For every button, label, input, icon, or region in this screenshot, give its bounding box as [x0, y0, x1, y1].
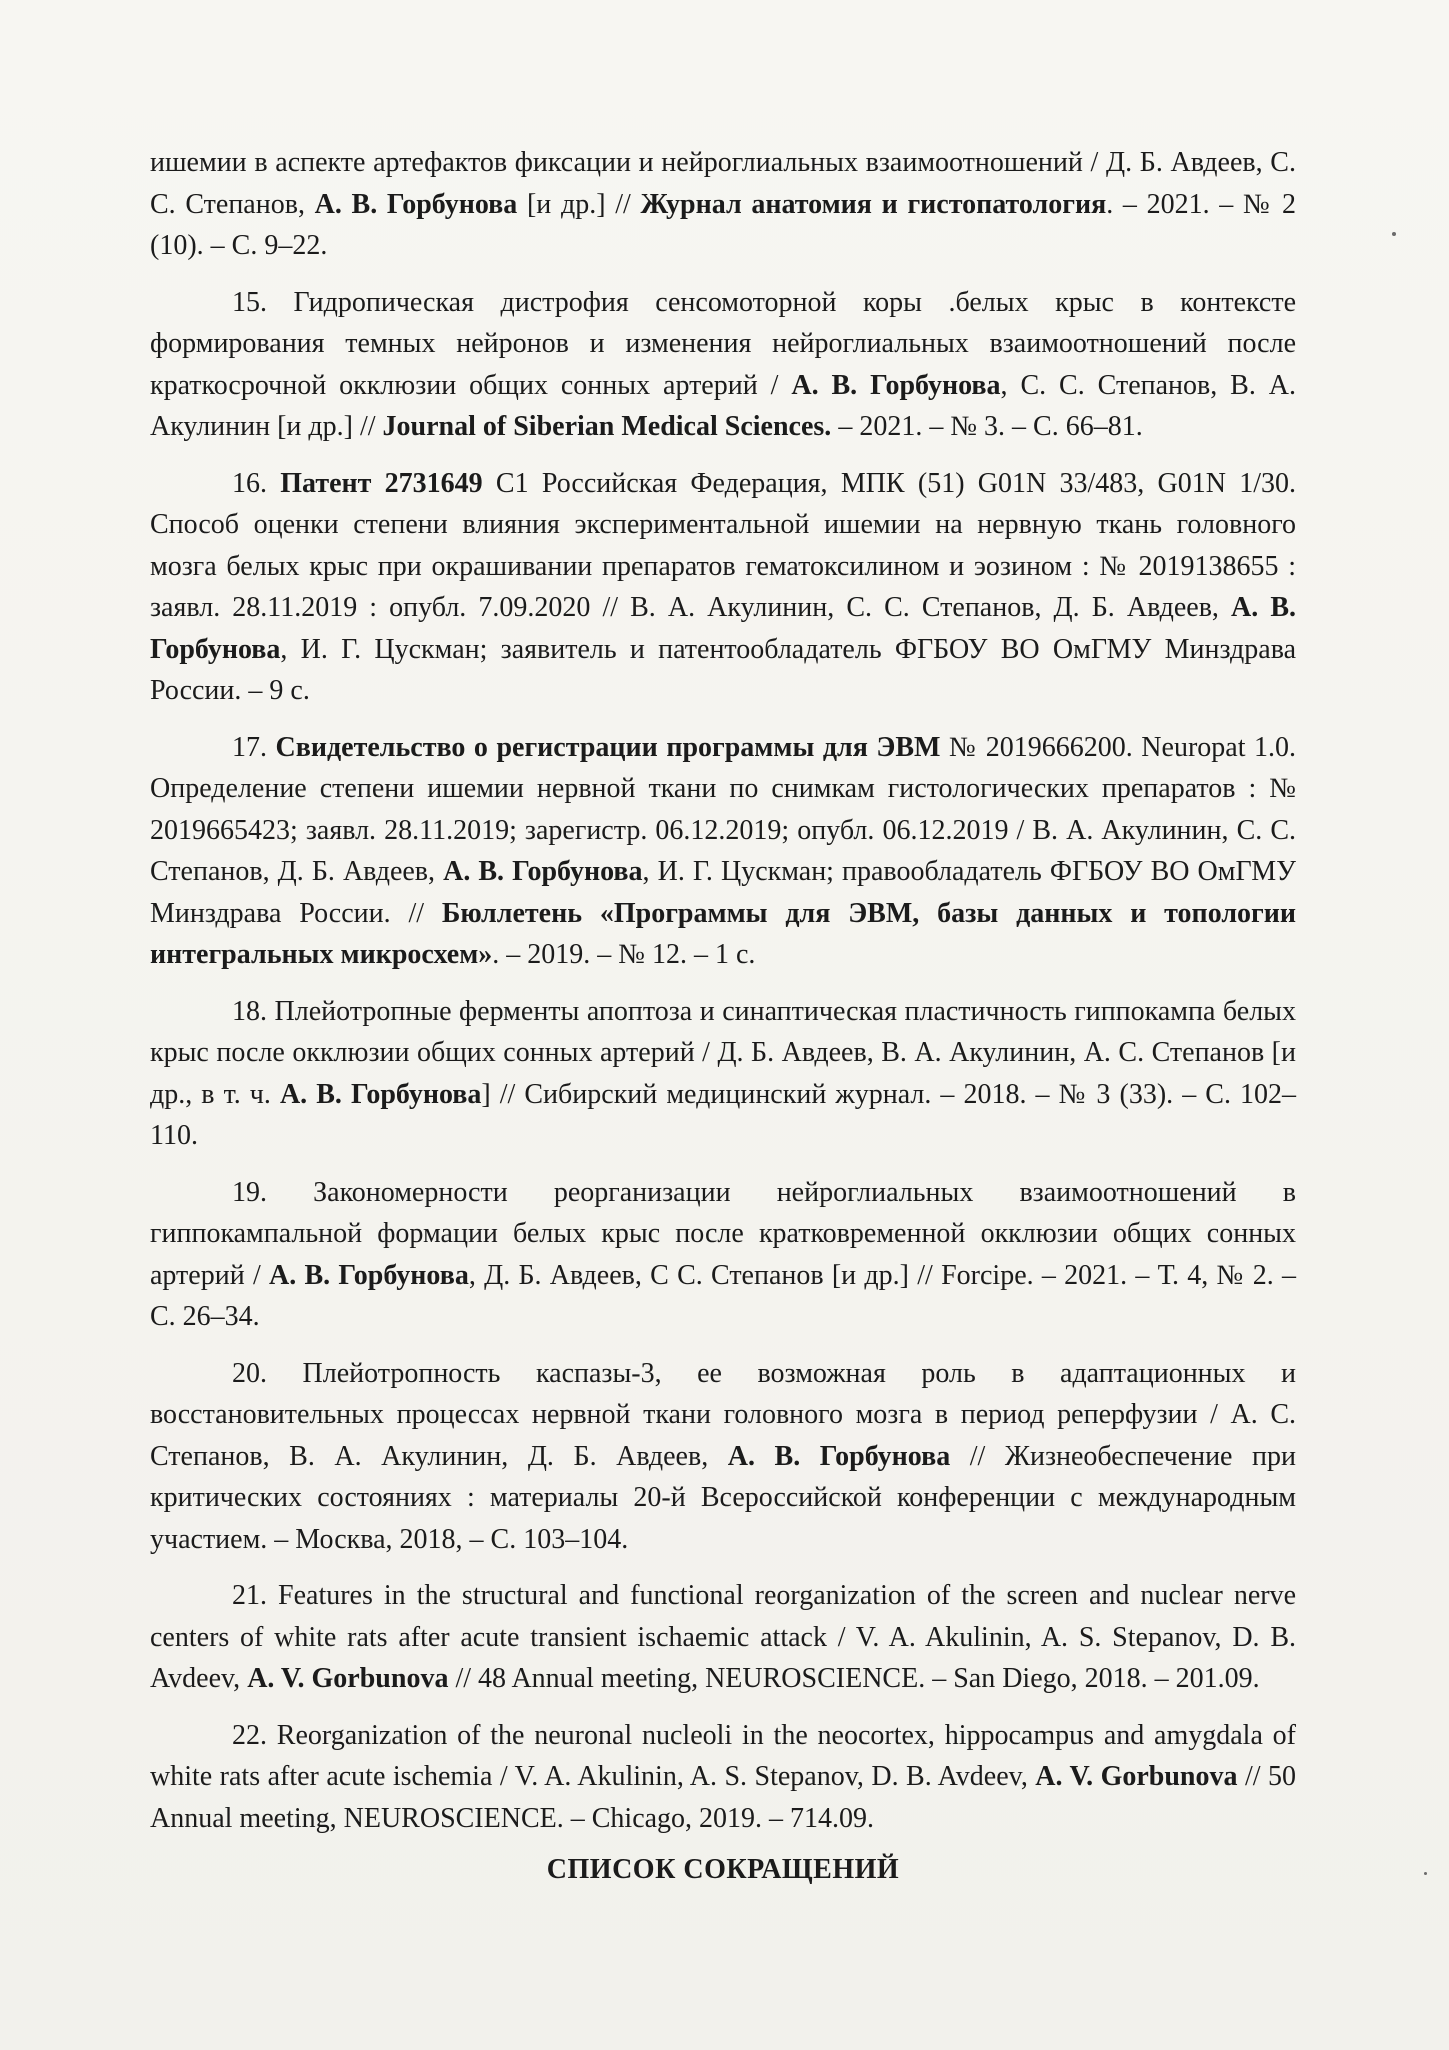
references-list: [150, 142, 1296, 1886]
scan-dot: [1424, 1872, 1427, 1875]
reference-14-continued: ишемии в аспекте артефактов фиксации и нейроглиальных взаимоотношений / Д. Б. Авдеев, С. С. Степанов, А. В. Горбунова [и др.] // Журнал анатомия и гистопатология. – 2021. – № 2 (10). – С. 9–22.: [150, 147, 1297, 261]
reference-20: 20. Плейотропность каспазы-3, ее возможная роль в адаптационных и восстановительных процессах нервной ткани головного мозга в период реперфузии / А. С. Степанов, В. А. Акулинин, Д. Б. Авдеев, А. В. Горбунова // Жизнеобеспечение при критических состояниях : материалы 20-й Всероссийской конференции с международным участием. – Москва, 2018, – С. 103–104.: [150, 1357, 1297, 1555]
reference-18: 18. Плейотропные ферменты апоптоза и синаптическая пластичность гиппокампа белых крыс после окклюзии общих сонных артерий / Д. Б. Авдеев, В. А. Акулинин, А. С. Степанов [и др., в т. ч. А. В. Горбунова] // Сибирский медицинский журнал. – 2018. – № 3 (33). – С. 102–110.: [150, 995, 1296, 1151]
reference-19: 19. Закономерности реорганизации нейроглиальных взаимоотношений в гиппокампальной формации белых крыс после кратковременной окклюзии общих сонных артерий / А. В. Горбунова, Д. Б. Авдеев, С С. Степанов [и др.] // Forcipe. – 2021. – Т. 4, № 2. – С. 26–34.: [150, 1176, 1296, 1332]
scan-dot: [1392, 232, 1396, 236]
reference-15: 15. Гидропическая дистрофия сенсомоторной коры .белых крыс в контексте формирования темных нейронов и изменения нейроглиальных взаимоотношений после краткосрочной окклюзии общих сонных артерий / А. В. Горбунова, С. С. Степанов, В. А. Акулинин [и др.] // Journal of Siberian Medical Sciences. – 2021. – № 3. – С. 66–81.: [150, 286, 1296, 442]
reference-16: 16. Патент 2731649 С1 Российская Федерация, МПК (51) G01N 33/483, G01N 1/30. Способ оценки степени влияния экспериментальной ишемии на нервную ткань головного мозга белых крыс при окрашивании препаратов гематоксилином и эозином : № 2019138655 : заявл. 28.11.2019 : опубл. 7.09.2020 // В. А. Акулинин, С. С. Степанов, Д. Б. Авдеев, А. В. Горбунова, И. Г. Цускман; заявитель и патентообладатель ФГБОУ ВО ОмГМУ Минздрава России. – 9 с.: [150, 467, 1297, 706]
section-title: СПИСОК СОКРАЩЕНИЙ: [546, 1854, 900, 1885]
reference-22: 22. Reorganization of the neuronal nucleoli in the neocortex, hippocampus and amygdala of white rats after acute ischemia / V. A. Akulinin, A. S. Stepanov, D. B. Avdeev, A. V. Gorbunova // 50 Annual meeting, NEUROSCIENCE. – Chicago, 2019. – 714.09.: [150, 1719, 1296, 1834]
reference-21: 21. Features in the structural and functional reorganization of the screen and nuclear nerve centers of white rats after acute transient ischaemic attack / V. A. Akulinin, A. S. Stepanov, D. B. Avdeev, A. V. Gorbunova // 48 Annual meeting, NEUROSCIENCE. – San Diego, 2018. – 201.09.: [150, 1580, 1296, 1694]
reference-17: 17. Свидетельство о регистрации программы для ЭВМ № 2019666200. Neuropat 1.0. Определение степени ишемии нервной ткани по снимкам гистологических препаратов : № 2019665423; заявл. 28.11.2019; зарегистр. 06.12.2019; опубл. 06.12.2019 / В. А. Акулинин, С. С. Степанов, Д. Б. Авдеев, А. В. Горбунова, И. Г. Цускман; правообладатель ФГБОУ ВО ОмГМУ Минздрава России. // Бюллетень «Программы для ЭВМ, базы данных и топологии интегральных микросхем». – 2019. – № 12. – 1 с.: [150, 731, 1297, 970]
